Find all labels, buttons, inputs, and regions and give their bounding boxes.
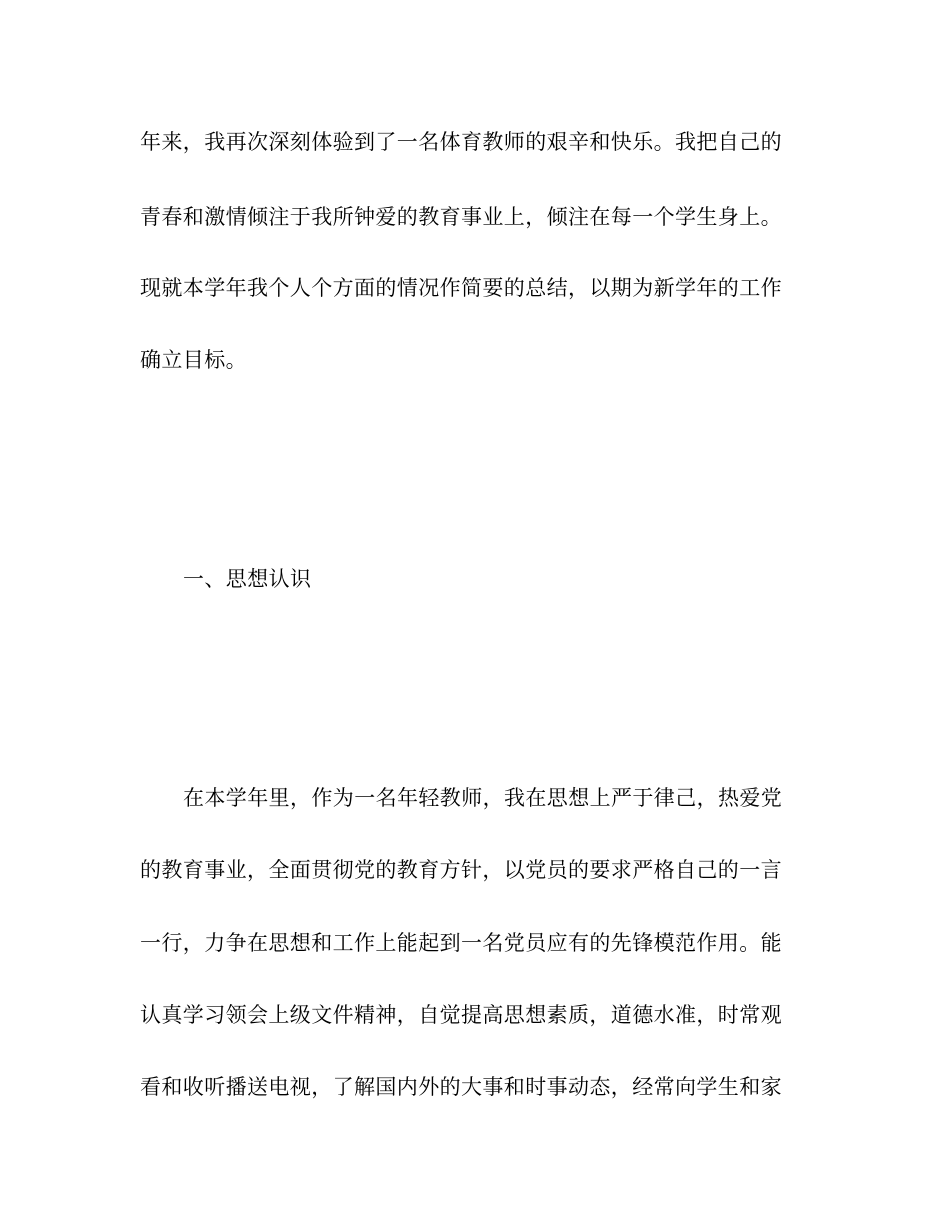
intro-line-3: 现就本学年我个人个方面的情况作简要的总结，以期为新学年的工作 — [140, 276, 782, 300]
section-heading: 一、思想认识 — [183, 567, 312, 591]
body-line-4: 认真学习领会上级文件精神，自觉提高思想素质，道德水准，时常观 — [140, 1003, 782, 1027]
body-line-3: 一行，力争在思想和工作上能起到一名党员应有的先锋模范作用。能 — [140, 931, 782, 955]
body-line-5: 看和收听播送电视，了解国内外的大事和时事动态，经常向学生和家 — [140, 1075, 782, 1099]
intro-line-2: 青春和激情倾注于我所钟爱的教育事业上，倾注在每一个学生身上。 — [140, 205, 782, 229]
body-line-1: 在本学年里，作为一名年轻教师，我在思想上严于律己，热爱党 — [183, 786, 783, 810]
body-line-2: 的教育事业，全面贯彻党的教育方针，以党员的要求严格自己的一言 — [140, 858, 782, 882]
intro-line-1: 年来，我再次深刻体验到了一名体育教师的艰辛和快乐。我把自己的 — [140, 130, 782, 154]
intro-line-4: 确立目标。 — [140, 348, 247, 372]
